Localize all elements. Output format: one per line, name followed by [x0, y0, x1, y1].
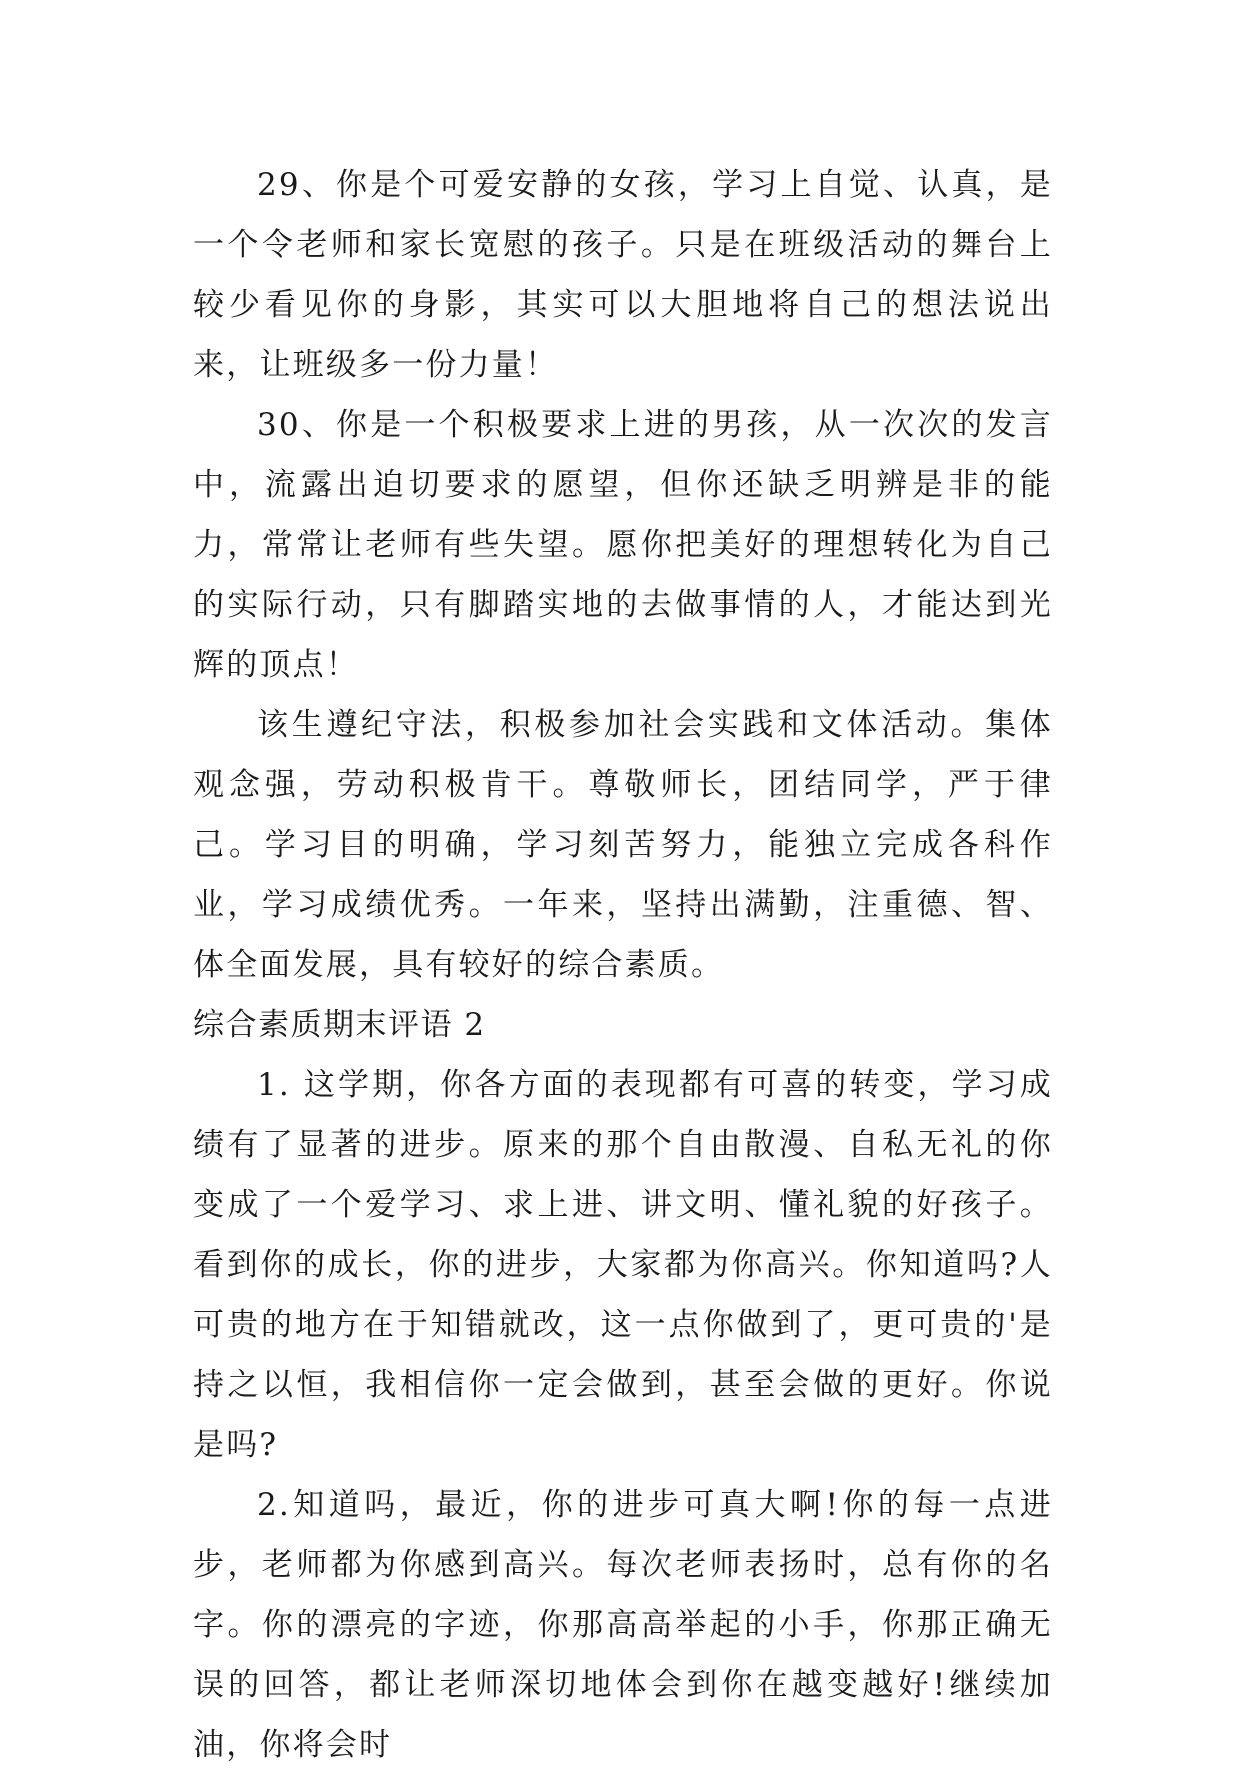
- paragraph-comment-29: 29、你是个可爱安静的女孩，学习上自觉、认真，是一个令老师和家长宽慰的孩子。只是在班级活动的舞台上较少看见你的身影，其实可以大胆地将自己的想法说出来，让班级多一份力量！: [193, 167, 1053, 383]
- paragraph-summary: 该生遵纪守法，积极参加社会实践和文体活动。集体观念强，劳动积极肯干。尊敬师长，团结同学，严于律己。学习目的明确，学习刻苦努力，能独立完成各科作业，学习成绩优秀。一年来，坚持出满勤，注重德、智、体全面发展，具有较好的综合素质。: [193, 707, 1053, 983]
- document-body: [193, 155, 1053, 1775]
- paragraph-comment-30: 30、你是一个积极要求上进的男孩，从一次次的发言中，流露出迫切要求的愿望，但你还缺乏明辨是非的能力，常常让老师有些失望。愿你把美好的理想转化为自己的实际行动，只有脚踏实地的去做事情的人，才能达到光辉的顶点！: [193, 407, 1053, 683]
- paragraph-comment-1: 1. 这学期，你各方面的表现都有可喜的转变，学习成绩有了显著的进步。原来的那个自由散漫、自私无礼的你变成了一个爱学习、求上进、讲文明、懂礼貌的好孩子。看到你的成长，你的进步，大家都为你高兴。你知道吗?人可贵的地方在于知错就改，这一点你做到了，更可贵的'是持之以恒，我相信你一定会做到，甚至会做的更好。你说是吗?: [193, 1067, 1053, 1463]
- section-heading: 综合素质期末评语 2: [193, 1007, 486, 1043]
- paragraph-comment-2: 2.知道吗，最近，你的进步可真大啊!你的每一点进步，老师都为你感到高兴。每次老师表扬时，总有你的名字。你的漂亮的字迹，你那高高举起的小手，你那正确无误的回答，都让老师深切地体会到你在越变越好!继续加油，你将会时: [193, 1487, 1053, 1763]
